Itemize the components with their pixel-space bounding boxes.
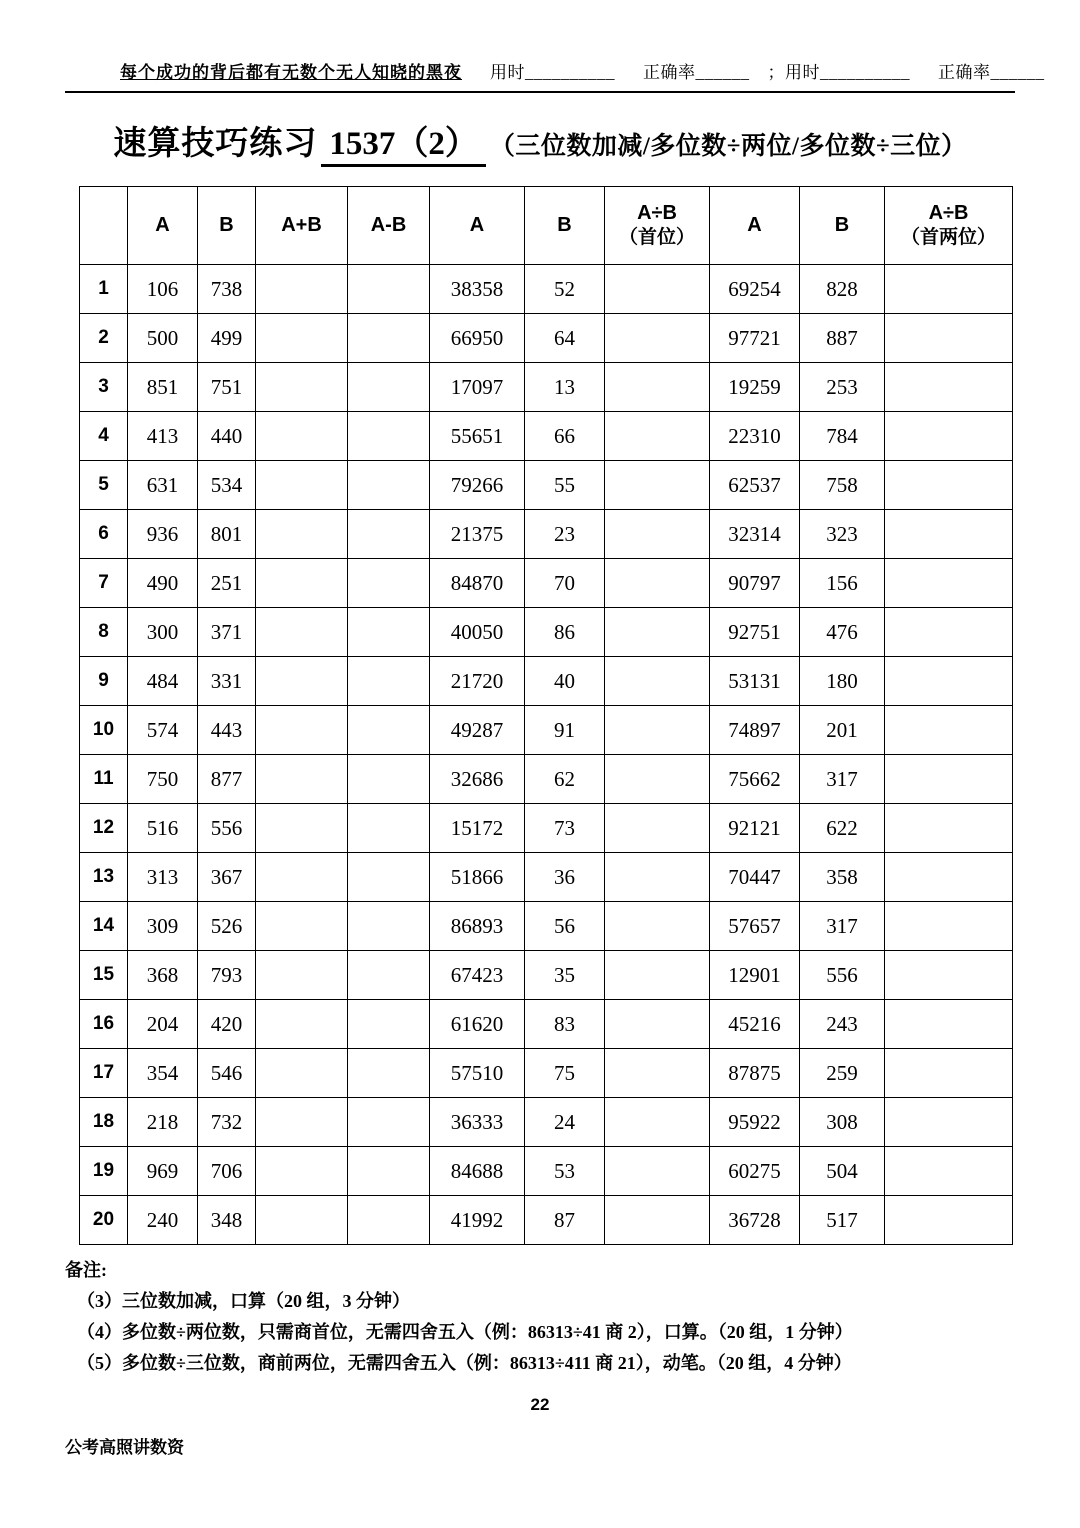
answer-cell-a-plus-b — [256, 1196, 348, 1245]
add-a-value: 500 — [128, 314, 198, 363]
add-b-value: 331 — [198, 657, 256, 706]
add-b-value: 751 — [198, 363, 256, 412]
div3-a-value: 53131 — [710, 657, 800, 706]
table-row — [80, 1147, 1013, 1196]
row-number: 14 — [80, 902, 128, 951]
table-row — [80, 853, 1013, 902]
add-a-value: 218 — [128, 1098, 198, 1147]
answer-cell-a-minus-b — [348, 412, 430, 461]
col-header-a1: A — [128, 187, 198, 265]
div2-a-value: 40050 — [430, 608, 525, 657]
answer-cell-div-first-two-digits — [885, 1049, 1013, 1098]
accuracy-blank-1: 正确率______ — [643, 63, 750, 82]
div2-a-value: 84688 — [430, 1147, 525, 1196]
div3-a-value: 87875 — [710, 1049, 800, 1098]
answer-cell-div-first-digit — [605, 1147, 710, 1196]
div3-b-value: 156 — [800, 559, 885, 608]
table-row — [80, 951, 1013, 1000]
answer-cell-div-first-two-digits — [885, 706, 1013, 755]
col-header-b3: B — [800, 187, 885, 265]
add-b-value: 793 — [198, 951, 256, 1000]
add-b-value: 420 — [198, 1000, 256, 1049]
add-b-value: 738 — [198, 265, 256, 314]
answer-cell-div-first-digit — [605, 804, 710, 853]
add-a-value: 106 — [128, 265, 198, 314]
div3-a-value: 12901 — [710, 951, 800, 1000]
answer-cell-a-minus-b — [348, 1049, 430, 1098]
div3-b-value: 308 — [800, 1098, 885, 1147]
div3-b-value: 622 — [800, 804, 885, 853]
div2-b-value: 56 — [525, 902, 605, 951]
answer-cell-a-minus-b — [348, 510, 430, 559]
div2-a-value: 21720 — [430, 657, 525, 706]
answer-cell-div-first-digit — [605, 902, 710, 951]
div2-b-value: 55 — [525, 461, 605, 510]
answer-cell-a-plus-b — [256, 1098, 348, 1147]
div2-a-value: 38358 — [430, 265, 525, 314]
add-a-value: 969 — [128, 1147, 198, 1196]
div3-a-value: 45216 — [710, 1000, 800, 1049]
div3-a-value: 97721 — [710, 314, 800, 363]
div2-a-value: 51866 — [430, 853, 525, 902]
div3-a-value: 62537 — [710, 461, 800, 510]
col-header-a2: A — [430, 187, 525, 265]
add-b-value: 732 — [198, 1098, 256, 1147]
div2-b-value: 73 — [525, 804, 605, 853]
div3-b-value: 243 — [800, 1000, 885, 1049]
div3-a-value: 74897 — [710, 706, 800, 755]
answer-cell-div-first-two-digits — [885, 1196, 1013, 1245]
div3-b-value: 358 — [800, 853, 885, 902]
div2-b-value: 62 — [525, 755, 605, 804]
div3-b-value: 758 — [800, 461, 885, 510]
add-a-value: 413 — [128, 412, 198, 461]
answer-cell-div-first-digit — [605, 1098, 710, 1147]
answer-cell-div-first-two-digits — [885, 314, 1013, 363]
div2-a-value: 55651 — [430, 412, 525, 461]
div2-a-value: 17097 — [430, 363, 525, 412]
row-number: 20 — [80, 1196, 128, 1245]
answer-cell-a-minus-b — [348, 461, 430, 510]
answer-cell-div-first-two-digits — [885, 510, 1013, 559]
answer-cell-a-plus-b — [256, 314, 348, 363]
row-number: 11 — [80, 755, 128, 804]
answer-cell-a-minus-b — [348, 314, 430, 363]
table-row — [80, 1196, 1013, 1245]
answer-cell-a-plus-b — [256, 265, 348, 314]
table-header-row — [80, 187, 1013, 265]
row-number: 13 — [80, 853, 128, 902]
add-b-value: 534 — [198, 461, 256, 510]
col-header-index — [80, 187, 128, 265]
answer-cell-a-plus-b — [256, 461, 348, 510]
answer-cell-div-first-digit — [605, 559, 710, 608]
title-main: 速算技巧练习 — [113, 126, 318, 162]
answer-cell-a-plus-b — [256, 412, 348, 461]
answer-cell-a-minus-b — [348, 1196, 430, 1245]
div2-a-value: 67423 — [430, 951, 525, 1000]
answer-cell-div-first-digit — [605, 608, 710, 657]
row-number: 5 — [80, 461, 128, 510]
time-blank-1: 用时__________ — [490, 63, 615, 82]
answer-cell-a-minus-b — [348, 951, 430, 1000]
accuracy-blank-2: 正确率______ — [938, 63, 1045, 82]
div3-a-value: 95922 — [710, 1098, 800, 1147]
add-a-value: 240 — [128, 1196, 198, 1245]
add-a-value: 354 — [128, 1049, 198, 1098]
table-row — [80, 1000, 1013, 1049]
div2-a-value: 36333 — [430, 1098, 525, 1147]
answer-cell-a-plus-b — [256, 804, 348, 853]
notes-title: 备注: — [65, 1260, 107, 1280]
div3-b-value: 323 — [800, 510, 885, 559]
answer-cell-div-first-two-digits — [885, 1000, 1013, 1049]
add-a-value: 490 — [128, 559, 198, 608]
div2-a-value: 57510 — [430, 1049, 525, 1098]
answer-cell-div-first-two-digits — [885, 755, 1013, 804]
div2-a-value: 79266 — [430, 461, 525, 510]
add-b-value: 526 — [198, 902, 256, 951]
add-a-value: 936 — [128, 510, 198, 559]
add-b-value: 877 — [198, 755, 256, 804]
answer-cell-a-plus-b — [256, 951, 348, 1000]
div2-b-value: 91 — [525, 706, 605, 755]
answer-cell-a-plus-b — [256, 1049, 348, 1098]
div2-b-value: 40 — [525, 657, 605, 706]
row-number: 16 — [80, 1000, 128, 1049]
div2-a-value: 86893 — [430, 902, 525, 951]
answer-cell-div-first-two-digits — [885, 265, 1013, 314]
page-title — [65, 117, 1015, 164]
answer-cell-a-minus-b — [348, 363, 430, 412]
table-row — [80, 657, 1013, 706]
col-header-a-div-b-first-two: A÷B （首两位） — [885, 187, 1013, 265]
div3-b-value: 317 — [800, 902, 885, 951]
div2-b-value: 75 — [525, 1049, 605, 1098]
div2-a-value: 84870 — [430, 559, 525, 608]
add-a-value: 631 — [128, 461, 198, 510]
add-b-value: 440 — [198, 412, 256, 461]
answer-cell-a-plus-b — [256, 657, 348, 706]
row-number: 10 — [80, 706, 128, 755]
add-b-value: 251 — [198, 559, 256, 608]
add-a-value: 851 — [128, 363, 198, 412]
answer-cell-a-minus-b — [348, 706, 430, 755]
add-b-value: 348 — [198, 1196, 256, 1245]
add-a-value: 750 — [128, 755, 198, 804]
div2-a-value: 61620 — [430, 1000, 525, 1049]
add-a-value: 309 — [128, 902, 198, 951]
answer-cell-div-first-digit — [605, 314, 710, 363]
add-a-value: 204 — [128, 1000, 198, 1049]
answer-cell-a-plus-b — [256, 1147, 348, 1196]
answer-cell-a-plus-b — [256, 559, 348, 608]
row-number: 8 — [80, 608, 128, 657]
answer-cell-div-first-digit — [605, 412, 710, 461]
answer-cell-div-first-two-digits — [885, 608, 1013, 657]
answer-cell-a-minus-b — [348, 657, 430, 706]
table-row — [80, 314, 1013, 363]
answer-cell-div-first-two-digits — [885, 902, 1013, 951]
div3-a-value: 70447 — [710, 853, 800, 902]
document-footer: 公考高照讲数资 — [65, 1438, 184, 1457]
answer-cell-a-minus-b — [348, 755, 430, 804]
col-header-a-minus-b: A-B — [348, 187, 430, 265]
div2-a-value: 49287 — [430, 706, 525, 755]
answer-cell-div-first-digit — [605, 510, 710, 559]
div3-b-value: 317 — [800, 755, 885, 804]
answer-cell-div-first-two-digits — [885, 657, 1013, 706]
div3-a-value: 36728 — [710, 1196, 800, 1245]
row-number: 17 — [80, 1049, 128, 1098]
answer-cell-div-first-digit — [605, 951, 710, 1000]
answer-cell-div-first-two-digits — [885, 412, 1013, 461]
col-header-a-plus-b: A+B — [256, 187, 348, 265]
div3-b-value: 504 — [800, 1147, 885, 1196]
add-b-value: 443 — [198, 706, 256, 755]
div2-b-value: 35 — [525, 951, 605, 1000]
table-row — [80, 559, 1013, 608]
row-number: 3 — [80, 363, 128, 412]
answer-cell-div-first-digit — [605, 265, 710, 314]
answer-cell-div-first-two-digits — [885, 1098, 1013, 1147]
div2-b-value: 53 — [525, 1147, 605, 1196]
answer-cell-div-first-digit — [605, 461, 710, 510]
div3-b-value: 784 — [800, 412, 885, 461]
answer-cell-a-minus-b — [348, 559, 430, 608]
time-blank-2: ；用时__________ — [767, 63, 910, 82]
table-row — [80, 510, 1013, 559]
answer-cell-a-minus-b — [348, 1098, 430, 1147]
answer-cell-div-first-digit — [605, 853, 710, 902]
add-a-value: 516 — [128, 804, 198, 853]
div2-a-value: 15172 — [430, 804, 525, 853]
table-row — [80, 265, 1013, 314]
div2-a-value: 32686 — [430, 755, 525, 804]
div3-b-value: 556 — [800, 951, 885, 1000]
div3-b-value: 828 — [800, 265, 885, 314]
div2-b-value: 52 — [525, 265, 605, 314]
answer-cell-div-first-two-digits — [885, 853, 1013, 902]
table-row — [80, 755, 1013, 804]
row-number: 2 — [80, 314, 128, 363]
row-number: 19 — [80, 1147, 128, 1196]
answer-cell-a-minus-b — [348, 608, 430, 657]
div2-a-value: 41992 — [430, 1196, 525, 1245]
div3-b-value: 517 — [800, 1196, 885, 1245]
answer-cell-a-minus-b — [348, 804, 430, 853]
answer-cell-a-minus-b — [348, 1000, 430, 1049]
notes-section — [65, 1255, 1015, 1379]
add-a-value: 484 — [128, 657, 198, 706]
div3-b-value: 180 — [800, 657, 885, 706]
row-number: 7 — [80, 559, 128, 608]
answer-cell-a-plus-b — [256, 755, 348, 804]
div3-b-value: 259 — [800, 1049, 885, 1098]
div2-b-value: 24 — [525, 1098, 605, 1147]
div3-a-value: 69254 — [710, 265, 800, 314]
practice-table — [79, 186, 1013, 1245]
add-b-value: 801 — [198, 510, 256, 559]
add-a-value: 313 — [128, 853, 198, 902]
div3-b-value: 201 — [800, 706, 885, 755]
answer-cell-a-minus-b — [348, 902, 430, 951]
answer-cell-a-minus-b — [348, 265, 430, 314]
col-header-a-div-b-first: A÷B （首位） — [605, 187, 710, 265]
add-a-value: 300 — [128, 608, 198, 657]
table-row — [80, 608, 1013, 657]
div2-b-value: 87 — [525, 1196, 605, 1245]
row-number: 15 — [80, 951, 128, 1000]
div2-b-value: 23 — [525, 510, 605, 559]
answer-cell-div-first-two-digits — [885, 951, 1013, 1000]
add-b-value: 706 — [198, 1147, 256, 1196]
row-number: 4 — [80, 412, 128, 461]
row-number: 9 — [80, 657, 128, 706]
title-number: 1537（2） — [321, 126, 486, 167]
col-header-a3: A — [710, 187, 800, 265]
col-header-b2: B — [525, 187, 605, 265]
row-number: 1 — [80, 265, 128, 314]
answer-cell-a-plus-b — [256, 363, 348, 412]
div3-a-value: 57657 — [710, 902, 800, 951]
answer-cell-div-first-digit — [605, 706, 710, 755]
table-row — [80, 902, 1013, 951]
answer-cell-div-first-digit — [605, 755, 710, 804]
table-row — [80, 706, 1013, 755]
div2-b-value: 70 — [525, 559, 605, 608]
div2-b-value: 86 — [525, 608, 605, 657]
answer-cell-a-minus-b — [348, 1147, 430, 1196]
motto-text: 每个成功的背后都有无数个无人知晓的黑夜 — [120, 63, 462, 82]
table-row — [80, 1098, 1013, 1147]
div3-b-value: 476 — [800, 608, 885, 657]
col-header-b1: B — [198, 187, 256, 265]
answer-cell-div-first-two-digits — [885, 804, 1013, 853]
div2-b-value: 13 — [525, 363, 605, 412]
answer-cell-div-first-digit — [605, 1196, 710, 1245]
answer-cell-div-first-digit — [605, 1049, 710, 1098]
add-b-value: 546 — [198, 1049, 256, 1098]
div3-b-value: 253 — [800, 363, 885, 412]
note-line-5: （5）多位数÷三位数，商前两位，无需四舍五入（例：86313÷411 商 21），动笔。（20 组，4 分钟） — [77, 1353, 852, 1373]
add-a-value: 574 — [128, 706, 198, 755]
div3-a-value: 92121 — [710, 804, 800, 853]
row-number: 12 — [80, 804, 128, 853]
note-line-3: （3）三位数加减，口算（20 组，3 分钟） — [77, 1291, 410, 1311]
div3-a-value: 19259 — [710, 363, 800, 412]
answer-cell-div-first-two-digits — [885, 1147, 1013, 1196]
table-row — [80, 412, 1013, 461]
div3-a-value: 32314 — [710, 510, 800, 559]
answer-cell-a-plus-b — [256, 1000, 348, 1049]
div3-a-value: 60275 — [710, 1147, 800, 1196]
table-body — [80, 265, 1013, 1245]
div2-b-value: 64 — [525, 314, 605, 363]
div3-b-value: 887 — [800, 314, 885, 363]
answer-cell-a-plus-b — [256, 608, 348, 657]
answer-cell-div-first-digit — [605, 1000, 710, 1049]
div2-b-value: 83 — [525, 1000, 605, 1049]
row-number: 6 — [80, 510, 128, 559]
div2-a-value: 66950 — [430, 314, 525, 363]
answer-cell-div-first-two-digits — [885, 461, 1013, 510]
add-b-value: 367 — [198, 853, 256, 902]
add-b-value: 371 — [198, 608, 256, 657]
title-subtitle: （三位数加减/多位数÷两位/多位数÷三位） — [489, 133, 967, 160]
answer-cell-a-minus-b — [348, 853, 430, 902]
add-b-value: 556 — [198, 804, 256, 853]
note-line-4: （4）多位数÷两位数，只需商首位，无需四舍五入（例：86313÷41 商 2），口算。（20 组，1 分钟） — [77, 1322, 853, 1342]
answer-cell-a-plus-b — [256, 853, 348, 902]
div2-b-value: 66 — [525, 412, 605, 461]
div3-a-value: 92751 — [710, 608, 800, 657]
div3-a-value: 22310 — [710, 412, 800, 461]
page-number: 22 — [530, 1395, 550, 1414]
table-row — [80, 461, 1013, 510]
add-b-value: 499 — [198, 314, 256, 363]
table-row — [80, 363, 1013, 412]
table-row — [80, 1049, 1013, 1098]
answer-cell-div-first-digit — [605, 657, 710, 706]
div3-a-value: 90797 — [710, 559, 800, 608]
table-row — [80, 804, 1013, 853]
answer-cell-div-first-two-digits — [885, 363, 1013, 412]
div2-a-value: 21375 — [430, 510, 525, 559]
add-a-value: 368 — [128, 951, 198, 1000]
div3-a-value: 75662 — [710, 755, 800, 804]
div2-b-value: 36 — [525, 853, 605, 902]
answer-cell-a-plus-b — [256, 902, 348, 951]
answer-cell-div-first-digit — [605, 363, 710, 412]
answer-cell-a-plus-b — [256, 510, 348, 559]
answer-cell-div-first-two-digits — [885, 559, 1013, 608]
row-number: 18 — [80, 1098, 128, 1147]
top-header — [65, 58, 1045, 93]
answer-cell-a-plus-b — [256, 706, 348, 755]
